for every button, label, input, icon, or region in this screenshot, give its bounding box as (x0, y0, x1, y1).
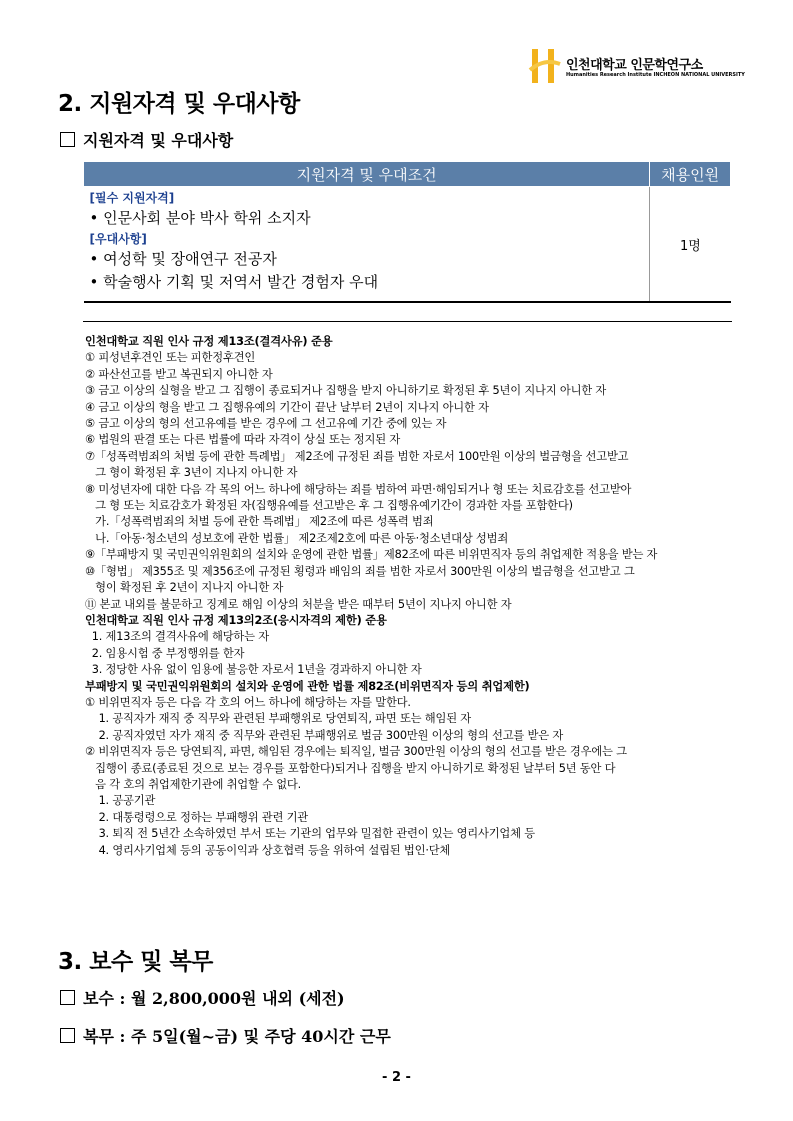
pay-line: 보수 : 월 2,800,000원 내외 (세전) (60, 986, 345, 1009)
rule-line: 4. 영리사기업체 등의 공동이익과 상호협력 등을 위하여 설립된 법인·단체 (85, 843, 451, 857)
qualification-table (83, 161, 731, 303)
rule-line: ⑪ 본교 내외를 불문하고 징계로 해임 이상의 처분을 받은 때부터 5년이 지나지 아니한 자 (85, 597, 512, 611)
rule-line: ③ 금고 이상의 실형을 받고 그 집행이 종료되거나 집행을 받지 아니하기로 확정된 후 5년이 지나지 아니한 자 (85, 384, 607, 398)
rule-line: ⑨「부패방지 및 국민권익위원회의 설치와 운영에 관한 법률」제82조에 따른 비위면직자 등의 취업제한 적용을 받는 자 (85, 548, 658, 562)
preferred-item: • 학술행사 기획 및 저역서 발간 경험자 우대 (89, 273, 379, 291)
disqualification-rules (85, 334, 735, 859)
section-3-title: 3. 보수 및 복무 (58, 949, 213, 975)
rule-line: 나.「아동·청소년의 성보호에 관한 법률」 제2조제2호에 따른 아동·청소년대상 성범죄 (85, 531, 509, 545)
rule-line: ① 비위면직자 등은 다음 각 호의 어느 하나에 해당하는 자를 말한다. (85, 695, 411, 709)
rule-line: ④ 금고 이상의 형을 받고 그 집행유예의 기간이 끝난 날부터 2년이 지나지 아니한 자 (85, 400, 489, 414)
required-tag: [필수 지원자격] (89, 191, 175, 205)
required-item: • 인문사회 분야 박사 학위 소지자 (89, 209, 311, 227)
rule-line: ② 비위면직자 등은 당연퇴직, 파면, 해임된 경우에는 퇴직일, 벌금 300만원 이상의 형의 선고를 받은 경우에는 그 (85, 745, 627, 759)
preferred-item: • 여성학 및 장애연구 전공자 (89, 250, 277, 268)
rule-line: 1. 제13조의 결격사유에 해당하는 자 (85, 630, 269, 644)
rule-line: 3. 퇴직 전 5년간 소속하였던 부서 또는 기관의 업무와 밀접한 관련이 있는 영리사기업체 등 (85, 827, 535, 841)
rule-line: 그 형 또는 치료감호가 확정된 자(집행유예를 선고받은 후 그 집행유예기간이 경과한 자를 포함한다) (85, 499, 573, 513)
rule-heading: 인천대학교 직원 인사 규정 제13조(결격사유) 준용 (85, 335, 333, 348)
rule-line: 가.「성폭력범죄의 처벌 등에 관한 특례법」 제2조에 따른 성폭력 범죄 (85, 515, 434, 529)
rule-line: 2. 공직자였던 자가 재직 중 직무와 관련된 부패행위로 벌금 300만원 이상의 형의 선고를 받은 자 (85, 728, 564, 742)
rule-line: 형이 확정된 후 2년이 지나지 아니한 자 (85, 581, 284, 595)
rule-line: ⑤ 금고 이상의 형의 선고유예를 받은 경우에 그 선고유예 기간 중에 있는 자 (85, 417, 447, 431)
institute-logo (528, 46, 745, 86)
section-2-subtitle: 지원자격 및 우대사항 (60, 128, 233, 151)
table-header-conditions: 지원자격 및 우대조건 (84, 162, 650, 187)
rule-line: ① 피성년후견인 또는 피한정후견인 (85, 351, 256, 365)
checkbox-icon (60, 1028, 75, 1043)
rule-line: 3. 정당한 사유 없이 임용에 불응한 자로서 1년을 경과하지 아니한 자 (85, 663, 422, 677)
logo-h-icon (528, 46, 564, 86)
rule-line: 음 각 호의 취업제한기관에 취업할 수 없다. (85, 777, 302, 791)
page-number: - 2 - (382, 1070, 411, 1085)
rule-line: 2. 임용시험 중 부정행위를 한자 (85, 646, 245, 660)
rule-line: 1. 공직자가 재직 중 직무와 관련된 부패행위로 당연퇴직, 파면 또는 해임된 자 (85, 712, 472, 726)
hire-count: 1명 (650, 187, 731, 303)
table-header-count: 채용인원 (650, 162, 731, 187)
checkbox-icon (60, 132, 75, 147)
rule-line: ⑩「형법」 제355조 및 제356조에 규정된 횡령과 배임의 죄를 범한 자로서 300만원 이상의 벌금형을 선고받고 그 (85, 564, 635, 578)
rule-heading: 인천대학교 직원 인사 규정 제13의2조(응시자격의 제한) 준용 (85, 613, 387, 627)
rule-line: 2. 대통령령으로 정하는 부패행위 관련 기관 (85, 810, 309, 824)
duty-line: 복무 : 주 5일(월~금) 및 주당 40시간 근무 (60, 1024, 391, 1047)
divider (83, 321, 732, 322)
rule-line: ⑦「성폭력범죄의 처벌 등에 관한 특례법」 제2조에 규정된 죄를 범한 자로서 100만원 이상의 벌금형을 선고받고 (85, 449, 629, 463)
checkbox-icon (60, 990, 75, 1005)
section-2-title: 2. 지원자격 및 우대사항 (58, 91, 300, 117)
conditions-cell (84, 187, 650, 303)
rule-heading: 부패방지 및 국민권익위원회의 설치와 운영에 관한 법률 제82조(비위면직자 등의 취업제한) (85, 679, 530, 693)
rule-line: 집행이 종료(종료된 것으로 보는 경우를 포함한다)되거나 집행을 받지 아니하기로 확정된 날부터 5년 동안 다 (85, 761, 616, 775)
rule-line: 1. 공공기관 (85, 794, 156, 808)
preferred-tag: [우대사항] (89, 232, 147, 246)
rule-line: ② 파산선고를 받고 복권되지 아니한 자 (85, 367, 273, 381)
logo-name: 인천대학교 인문학연구소 (566, 58, 703, 73)
rule-line: 그 형이 확정된 후 3년이 지나지 아니한 자 (85, 466, 298, 480)
rule-line: ⑥ 법원의 판결 또는 다른 법률에 따라 자격이 상실 또는 정지된 자 (85, 433, 401, 447)
logo-subtitle: Humanities Research Institute INCHEON NATIONAL UNIVERSITY (566, 72, 745, 78)
rule-line: ⑧ 미성년자에 대한 다음 각 목의 어느 하나에 해당하는 죄를 범하여 파면·해임되거나 형 또는 치료감호를 선고받아 (85, 482, 632, 496)
